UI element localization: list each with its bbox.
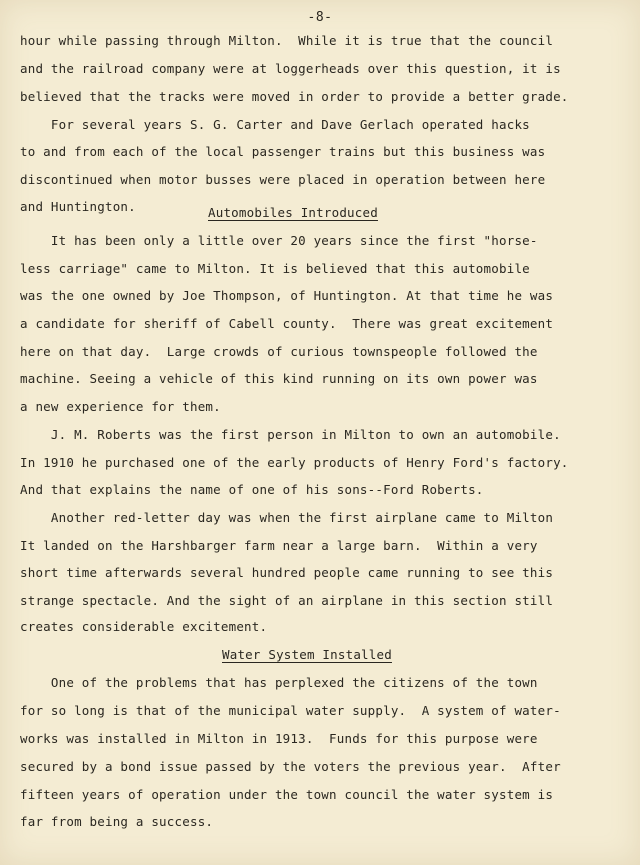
text-line: It landed on the Harshbarger farm near a large barn. Within a very	[20, 538, 538, 553]
text-line: One of the problems that has perplexed the citizens of the town	[20, 675, 538, 690]
text-line: a candidate for sheriff of Cabell county. There was great excitement	[20, 316, 554, 331]
section-heading-water: Water System Installed	[222, 647, 392, 662]
text-line: to and from each of the local passenger trains but this business was	[20, 144, 546, 159]
text-line: And that explains the name of one of his sons--Ford Roberts.	[20, 482, 484, 497]
text-line: was the one owned by Joe Thompson, of Huntington. At that time he was	[20, 288, 554, 303]
text-line: strange spectacle. And the sight of an airplane in this section still	[20, 593, 554, 608]
text-line: and the railroad company were at loggerheads over this question, it is	[20, 61, 561, 76]
page-number: -8-	[307, 10, 333, 25]
text-line: It has been only a little over 20 years since the first "horse-	[20, 233, 538, 248]
text-line: less carriage" came to Milton. It is believed that this automobile	[20, 261, 530, 276]
text-line: and Huntington.	[20, 199, 136, 214]
text-line: For several years S. G. Carter and Dave Gerlach operated hacks	[20, 117, 530, 132]
text-line: machine. Seeing a vehicle of this kind running on its own power was	[20, 371, 538, 386]
text-line: discontinued when motor busses were placed in operation between here	[20, 172, 546, 187]
text-line: In 1910 he purchased one of the early products of Henry Ford's factory.	[20, 455, 569, 470]
text-line: short time afterwards several hundred people came running to see this	[20, 565, 554, 580]
section-heading-automobiles: Automobiles Introduced	[208, 205, 378, 220]
text-line: for so long is that of the municipal water supply. A system of water-	[20, 703, 561, 718]
text-line: believed that the tracks were moved in order to provide a better grade.	[20, 89, 569, 104]
text-line: here on that day. Large crowds of curious townspeople followed the	[20, 344, 538, 359]
text-line: Another red-letter day was when the first airplane came to Milton	[20, 510, 554, 525]
text-line: far from being a success.	[20, 814, 214, 829]
text-line: fifteen years of operation under the town council the water system is	[20, 787, 554, 802]
text-line: a new experience for them.	[20, 399, 221, 414]
text-line: secured by a bond issue passed by the voters the previous year. After	[20, 759, 561, 774]
text-line: J. M. Roberts was the first person in Milton to own an automobile.	[20, 427, 561, 442]
text-line: hour while passing through Milton. While it is true that the council	[20, 33, 554, 48]
text-line: works was installed in Milton in 1913. Funds for this purpose were	[20, 731, 538, 746]
text-line: creates considerable excitement.	[20, 619, 268, 634]
